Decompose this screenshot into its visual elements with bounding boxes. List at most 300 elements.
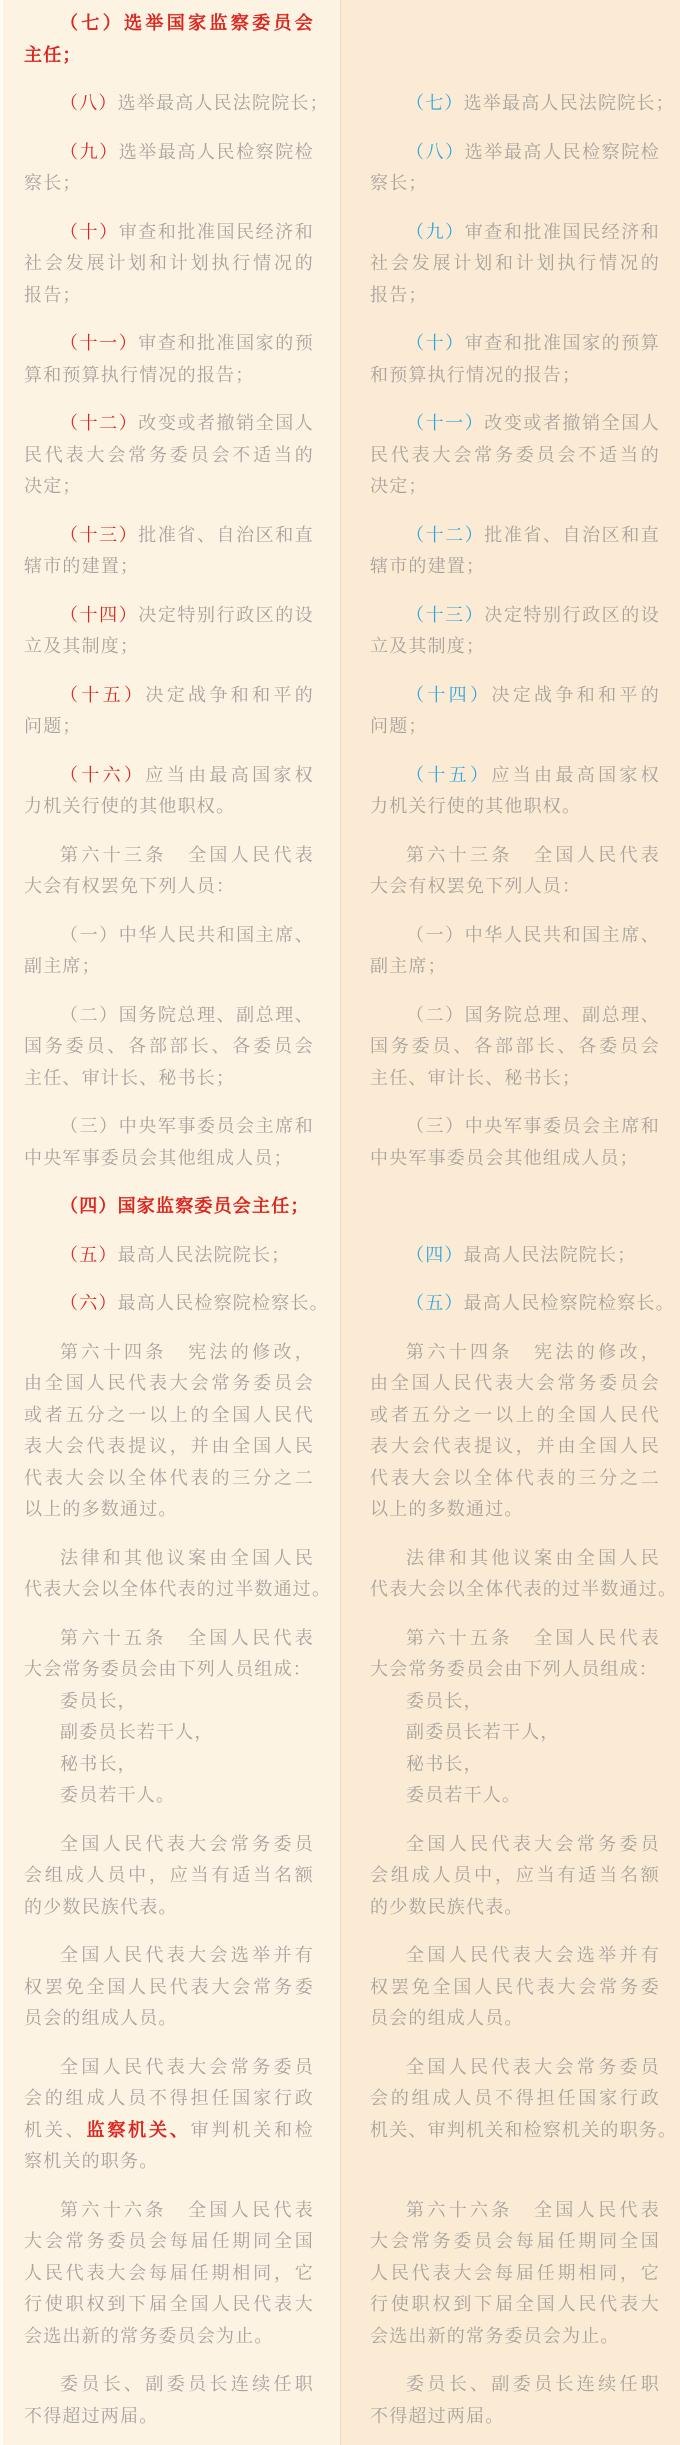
body-text: 决定特别行政区的设 [484,604,660,625]
body-text: 会选出新的常务委员会为止。 [24,2325,274,2346]
paragraph [370,920,660,983]
body-text: 全国人民代表大会常务委员 [60,2056,314,2077]
body-text: （一）中华人民共和国主席、 [60,924,314,945]
body-text: 察长； [370,173,428,193]
body-text: 会组成人员中，应当有适当名额 [370,1865,660,1885]
body-text: 员会的组成人员。 [370,2008,524,2028]
body-text: 第六十三条 全国人民代表 [406,844,660,865]
text-line [24,2401,314,2433]
body-text: 批准省、自治区和直 [484,524,660,545]
body-text: 委员长、副委员长连续任职 [406,2374,660,2394]
body-text: 全国人民代表大会选举并有 [406,1945,660,1965]
body-text: 中央军事委员会其他组成人员； [370,1147,639,1168]
body-text: 表大会代表提议，并由全国人民 [24,1436,314,1456]
body-text: 察机关的职务。 [24,2151,159,2171]
body-text: 决定； [370,476,428,496]
text-line [370,1654,660,1686]
text-line [370,2003,660,2035]
paragraph [370,408,660,503]
blue-item-marker: （八） [406,141,465,162]
text-line [24,2289,314,2321]
body-text: 行使职权到下届全国人民代表大 [370,2294,660,2314]
paragraph [370,1111,660,1174]
text-line [24,2258,314,2290]
paragraph [370,1623,660,1686]
red-item-marker: （十六） [60,764,146,785]
body-text: 人民代表大会每届任期相同，它 [24,2262,314,2283]
paragraph [370,1829,660,1924]
paragraph [370,1337,660,1526]
paragraph [24,1288,329,1320]
text-line [370,1717,660,1749]
text-line [24,2146,314,2178]
text-line [370,88,675,120]
text-line [24,40,314,72]
body-text: 由全国人民代表大会常务委员会 [24,1373,314,1393]
text-line [370,1431,660,1463]
red-item-marker: （十五） [60,684,146,705]
body-text: （三）中央军事委员会主席和 [406,1116,660,1136]
paragraph [370,1543,678,1606]
text-line [370,1063,660,1095]
body-text: 秘书长， [406,1753,483,1774]
body-text: 国务委员、各部部长、各委员会 [370,1036,660,1056]
body-text: 人民代表大会每届任期相同，它 [370,2262,660,2283]
text-line [370,631,660,663]
text-line [24,471,314,503]
text-line [24,1337,314,1369]
spacer [370,1191,660,1223]
paragraph [370,1717,660,1749]
text-line [370,40,660,72]
body-text: 力机关行使的其他职权。 [24,796,236,816]
body-text: 或者五分之一以上的全国人民代 [24,1404,314,1425]
text-line [370,1860,660,1892]
paragraph [24,328,314,391]
paragraph [370,1686,660,1718]
body-text: 法律和其他议案由全国人民 [60,1547,314,1568]
body-text: 决定特别行政区的设 [138,604,314,625]
text-line [370,2195,660,2227]
paragraph [370,600,660,663]
body-text: （一）中华人民共和国主席、 [406,924,660,945]
body-text: 民代表大会常务委员会不适当的 [24,444,314,465]
text-line [370,408,660,440]
paragraph [24,2369,314,2432]
body-text: 委员若干人。 [406,1785,522,1805]
paragraph [24,2052,314,2178]
body-text: 应当由最高国家权 [491,764,660,785]
text-line [370,2146,660,2178]
text-line [370,1972,660,2004]
body-text: 决定战争和和平的 [491,684,660,705]
text-line [24,840,314,872]
text-line [370,520,660,552]
paragraph [24,1780,314,1812]
body-text: 审判机关和检 [190,2119,315,2140]
text-line [370,2258,660,2290]
body-text: 审查和批准国民经济和 [118,221,314,242]
body-text: 最高人民法院院长； [117,1244,291,1265]
text-line [370,1400,660,1432]
body-text: 由全国人民代表大会常务委员会 [370,1373,660,1393]
paragraph [24,680,314,743]
text-line [24,760,314,792]
text-line [370,2083,660,2115]
body-text: 委员长， [60,1690,137,1711]
text-line [24,551,314,583]
paragraph [24,1940,314,2035]
text-line [24,1972,314,2004]
paragraph [24,1240,314,1272]
body-text: 全国人民代表大会常务委员 [406,1833,660,1854]
body-text: 全国人民代表大会常务委员 [406,2056,660,2077]
body-text: 第六十三条 全国人民代表 [60,844,314,865]
text-line [370,2115,678,2147]
text-line [370,1749,660,1781]
text-line [24,1191,314,1223]
paragraph [24,217,314,312]
text-line [24,520,314,552]
body-text: 副委员长若干人， [60,1722,214,1742]
text-line [24,1031,314,1063]
body-text: 全国人民代表大会选举并有 [60,1945,314,1965]
blue-item-marker: （十一） [406,413,485,433]
text-line [24,1240,314,1272]
body-text: 选举最高人民检察院检 [118,141,314,162]
text-line [370,168,660,200]
text-line [370,1543,660,1575]
body-text: 全国人民代表大会常务委员 [60,1833,314,1854]
text-line [24,1574,332,1606]
body-text: 决定战争和和平的 [145,684,314,705]
paragraph [370,2369,660,2432]
paragraph [24,840,314,903]
body-text: 审查和批准国家的预算 [464,333,660,353]
body-text: 主任、审计长、秘书长； [24,1067,236,1088]
body-text: 副主席； [24,956,101,976]
paragraph [370,520,660,583]
text-line [370,328,660,360]
body-text: 社会发展计划和计划执行情况的 [24,253,314,273]
text-line [24,680,314,712]
text-line [370,760,660,792]
body-text: 机关、 [24,2119,87,2140]
red-item-marker: （六） [60,1293,118,1313]
body-text: 大会有权罢免下列人员： [24,876,236,896]
text-line [370,1463,660,1495]
text-line [24,168,314,200]
body-text: 大会常务委员会由下列人员组成： [24,1659,312,1679]
body-text: 问题； [24,716,82,736]
body-text: 会组成人员中，应当有适当名额 [24,1865,314,1885]
body-text: 力机关行使的其他职权。 [370,796,582,816]
paragraph [370,2195,660,2353]
paragraph [24,1686,314,1718]
text-line [370,920,660,952]
text-line [370,1780,660,1812]
body-text: 委员长、副委员长连续任职 [60,2374,314,2394]
paragraph [24,1623,314,1686]
text-line [370,1111,660,1143]
text-line [24,631,314,663]
body-text: （二）国务院总理、副总理、 [60,1004,314,1025]
paragraph [24,1543,332,1606]
paragraph [370,680,660,743]
body-text: 不得超过两届。 [24,2405,159,2426]
text-line [370,2369,660,2401]
body-text: 代表大会以全体代表的过半数通过。 [24,1579,332,1599]
body-text: 大会常务委员会由下列人员组成： [370,1659,658,1679]
body-text: 法律和其他议案由全国人民 [406,1547,660,1568]
body-text: 不得超过两届。 [370,2405,505,2426]
body-text: 以上的多数通过。 [370,1499,524,1519]
text-line [370,360,660,392]
text-line [370,2321,660,2353]
body-text: 第六十五条 全国人民代表 [406,1627,660,1648]
body-text: （二）国务院总理、副总理、 [406,1004,660,1025]
body-text: 最高人民检察院检察长。 [117,1293,329,1313]
text-line [370,680,660,712]
paragraph [370,760,660,823]
paragraph [24,760,314,823]
spacer [370,2146,660,2178]
body-text: 国务委员、各部部长、各委员会 [24,1036,314,1056]
body-text: 第六十五条 全国人民代表 [60,1627,314,1648]
text-line [370,1000,660,1032]
text-line [24,600,314,632]
red-item-marker: （五） [60,1244,118,1265]
body-text: 第六十四条 宪法的修改， [406,1341,660,1362]
text-line [370,711,660,743]
text-line [24,248,314,280]
red-item-marker: （十四） [60,604,139,625]
paragraph [370,328,660,391]
text-line [370,1031,660,1063]
body-text: 报告； [24,284,82,305]
paragraph [24,88,329,120]
text-line [370,2401,660,2433]
paragraph [24,137,314,200]
paragraph [24,408,314,503]
paragraph [370,137,660,200]
text-line [370,840,660,872]
blue-item-marker: （七） [406,93,464,113]
spacer [370,8,660,71]
body-text: 会的组成人员不得担任国家行政 [24,2088,314,2108]
paragraph [370,1288,675,1320]
red-item-marker: （八） [60,93,118,113]
text-line [370,2289,660,2321]
text-line [24,1749,314,1781]
paragraph [370,1780,660,1812]
red-bold-text: 主任； [24,44,82,65]
body-text: 立及其制度； [370,636,486,656]
blue-item-marker: （十五） [406,764,492,785]
body-text: 民代表大会常务委员会不适当的 [370,444,660,465]
text-line [370,951,660,983]
text-line [24,137,314,169]
text-line [370,1829,660,1861]
paragraph [24,920,314,983]
body-text: 员会的组成人员。 [24,2008,178,2028]
paragraph [24,1000,314,1095]
text-line [24,2226,314,2258]
text-line [370,217,660,249]
body-text: 权罢免全国人民代表大会常务委 [370,1976,660,1997]
text-line [24,217,314,249]
paragraph [24,520,314,583]
paragraph [370,1240,660,1272]
paragraph [370,1749,660,1781]
body-text: 机关、审判机关和检察机关的职务。 [370,2119,678,2140]
red-bold-text: 监察机关、 [86,2119,191,2140]
blue-item-marker: （四） [406,1244,464,1265]
text-line [370,1494,660,1526]
paragraph [24,8,314,71]
paragraph [370,840,660,903]
text-line [370,1288,675,1320]
text-line [24,440,314,472]
text-line [24,1368,314,1400]
paragraph [370,2052,678,2147]
body-text: 第六十六条 全国人民代表 [60,2199,314,2220]
text-line [370,248,660,280]
text-line [24,1463,314,1495]
body-text: 的少数民族代表。 [24,1896,178,1917]
body-text: 算和预算执行情况的报告； [24,364,255,385]
body-text: 批准省、自治区和直 [138,524,314,545]
text-line [24,1063,314,1095]
text-line [24,280,314,312]
body-text: 大会常务委员会每届任期同全国 [370,2231,660,2251]
body-text: 审查和批准国家的预 [138,333,314,353]
text-line [370,551,660,583]
body-text: 应当由最高国家权 [145,764,314,785]
text-line [24,951,314,983]
body-text: 主任、审计长、秘书长； [370,1067,582,1088]
text-line [24,920,314,952]
body-text: 最高人民法院院长； [463,1244,637,1265]
body-text: 的少数民族代表。 [370,1896,524,1917]
text-line [24,2115,314,2147]
text-line [24,2321,314,2353]
blue-item-marker: （五） [406,1293,464,1313]
body-text: 行使职权到下届全国人民代表大 [24,2294,314,2314]
paragraph [24,2195,314,2353]
body-text: 秘书长， [60,1753,137,1774]
text-line [370,471,660,503]
text-line [370,2052,660,2084]
body-text: 辖市的建置； [24,556,140,576]
body-text: 选举最高人民法院院长； [463,93,675,113]
body-text: 权罢免全国人民代表大会常务委 [24,1976,314,1997]
body-text: 和预算执行情况的报告； [370,364,582,385]
text-line [24,871,314,903]
paragraph [370,88,675,120]
body-text: 问题； [370,716,428,736]
text-line [24,2369,314,2401]
text-line [24,1431,314,1463]
text-line [370,791,660,823]
text-line [370,1143,660,1175]
body-text: 社会发展计划和计划执行情况的 [370,253,660,273]
paragraph [24,1829,314,1924]
body-text: 会的组成人员不得担任国家行政 [370,2088,660,2108]
blue-item-marker: （十三） [406,604,485,625]
body-text: 立及其制度； [24,636,140,656]
body-text: 改变或者撤销全国人 [484,413,660,433]
text-line [24,1780,314,1812]
text-line [24,2003,314,2035]
paragraph [24,600,314,663]
red-item-marker: （十二） [60,413,139,433]
text-line [24,1288,329,1320]
text-line [370,1240,660,1272]
text-line [370,1623,660,1655]
body-text: 报告； [370,284,428,305]
text-line [24,2195,314,2227]
blue-item-marker: （十） [406,333,465,353]
body-text: 会选出新的常务委员会为止。 [370,2325,620,2346]
body-text: 改变或者撤销全国人 [138,413,314,433]
paragraph [24,1749,314,1781]
paragraph [370,217,660,312]
body-text: 察长； [24,173,82,193]
body-text: 以上的多数通过。 [24,1499,178,1519]
body-text: 大会有权罢免下列人员： [370,876,582,896]
paragraph [24,1717,314,1749]
original-text-column [340,0,680,2445]
body-text: 代表大会以全体代表的过半数通过。 [370,1579,678,1599]
text-line [370,8,660,40]
text-line [24,1717,314,1749]
text-line [370,440,660,472]
body-text: 副主席； [370,956,447,976]
body-text: 委员若干人。 [60,1785,176,1805]
body-text: 代表大会以全体代表的三分之二 [24,1467,314,1488]
text-line [24,88,329,120]
text-line [24,1892,314,1924]
red-item-marker: （十一） [60,333,139,353]
text-line [370,1940,660,1972]
text-line [24,408,314,440]
text-line [370,1686,660,1718]
body-text: 中央军事委员会其他组成人员； [24,1147,293,1168]
body-text: 最高人民检察院检察长。 [463,1293,675,1313]
text-line [24,711,314,743]
text-line [24,328,314,360]
paragraph [370,1000,660,1095]
text-line [24,360,314,392]
red-item-marker: （十） [60,221,119,242]
text-line [24,1940,314,1972]
text-line [370,280,660,312]
text-line [370,871,660,903]
text-line [24,1400,314,1432]
text-line [370,1892,660,1924]
text-line [24,1143,314,1175]
blue-item-marker: （十四） [406,684,492,705]
body-text: 副委员长若干人， [406,1722,560,1742]
paragraph [24,1191,314,1223]
body-text: 代表大会以全体代表的三分之二 [370,1467,660,1488]
text-line [370,600,660,632]
red-item-marker: （十三） [60,524,139,545]
text-line [24,1000,314,1032]
body-text: 或者五分之一以上的全国人民代 [370,1404,660,1425]
body-text: 表大会代表提议，并由全国人民 [370,1436,660,1456]
